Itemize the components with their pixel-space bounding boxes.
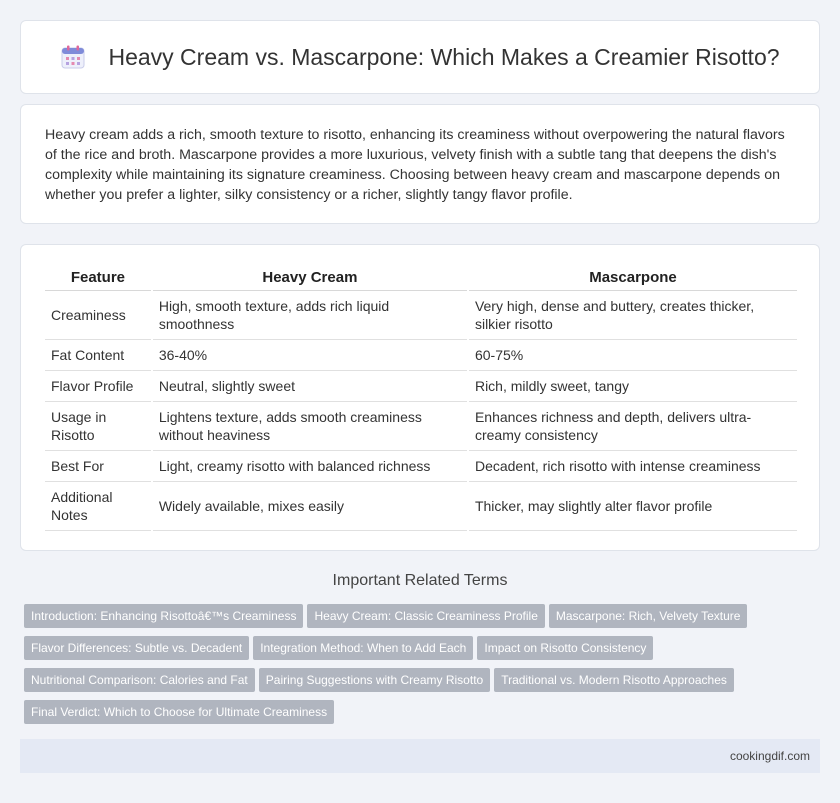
feature-cell: Creaminess (45, 291, 151, 340)
header-feature: Feature (45, 265, 151, 291)
heavy-cream-cell: Widely available, mixes easily (153, 482, 467, 531)
heavy-cream-cell: Neutral, slightly sweet (153, 371, 467, 402)
related-term-tag[interactable]: Nutritional Comparison: Calories and Fat (24, 668, 255, 692)
intro-paragraph: Heavy cream adds a rich, smooth texture to risotto, enhancing its creaminess without overpowering the natural flavors of the rice and broth. Mascarpone provides a more luxurious, velvety finish with a subtle tang that deepens the dish's complexity while maintaining its signature creaminess. Choosing between heavy cream and mascarpone depends on whether you prefer a lighter, silky consistency or a richer, slightly tangy flavor profile. (45, 127, 785, 203)
table-row (45, 291, 797, 340)
feature-cell: Best For (45, 451, 151, 482)
related-term-tag[interactable]: Introduction: Enhancing Risottoâ€™s Creaminess (24, 604, 303, 628)
related-term-tag[interactable]: Impact on Risotto Consistency (477, 636, 653, 660)
related-terms-heading: Important Related Terms (332, 572, 508, 589)
feature-cell: Usage in Risotto (45, 402, 151, 451)
mascarpone-cell: Decadent, rich risotto with intense creaminess (469, 451, 797, 482)
table-row (45, 482, 797, 531)
mascarpone-cell: Thicker, may slightly alter flavor profile (469, 482, 797, 531)
mascarpone-cell: Rich, mildly sweet, tangy (469, 371, 797, 402)
related-term-tag[interactable]: Traditional vs. Modern Risotto Approaches (494, 668, 734, 692)
page-title: Heavy Cream vs. Mascarpone: Which Makes a Creamier Risotto? (108, 43, 780, 70)
header-card (20, 20, 820, 94)
heavy-cream-cell: High, smooth texture, adds rich liquid smoothness (153, 291, 467, 340)
table-row (45, 340, 797, 371)
header-heavy-cream: Heavy Cream (153, 265, 467, 291)
comparison-card (20, 244, 820, 551)
mascarpone-cell: Very high, dense and buttery, creates thicker, silkier risotto (469, 291, 797, 340)
site-name[interactable]: cookingdif.com (729, 749, 810, 763)
table-row (45, 451, 797, 482)
comparison-table (43, 265, 799, 531)
table-header-row (45, 265, 797, 291)
table-row (45, 402, 797, 451)
intro-card (20, 104, 820, 224)
footer (20, 739, 820, 773)
related-term-tag[interactable]: Mascarpone: Rich, Velvety Texture (549, 604, 748, 628)
related-terms-list (24, 604, 804, 732)
mascarpone-cell: Enhances richness and depth, delivers ultra-creamy consistency (469, 402, 797, 451)
heavy-cream-cell: Light, creamy risotto with balanced richness (153, 451, 467, 482)
related-term-tag[interactable]: Flavor Differences: Subtle vs. Decadent (24, 636, 249, 660)
table-row (45, 371, 797, 402)
calendar-icon (60, 44, 86, 70)
related-term-tag[interactable]: Pairing Suggestions with Creamy Risotto (259, 668, 490, 692)
heavy-cream-cell: Lightens texture, adds smooth creaminess without heaviness (153, 402, 467, 451)
feature-cell: Flavor Profile (45, 371, 151, 402)
feature-cell: Additional Notes (45, 482, 151, 531)
related-term-tag[interactable]: Heavy Cream: Classic Creaminess Profile (307, 604, 544, 628)
feature-cell: Fat Content (45, 340, 151, 371)
mascarpone-cell: 60-75% (469, 340, 797, 371)
related-term-tag[interactable]: Integration Method: When to Add Each (253, 636, 473, 660)
header-mascarpone: Mascarpone (469, 265, 797, 291)
related-term-tag[interactable]: Final Verdict: Which to Choose for Ultimate Creaminess (24, 700, 334, 724)
heavy-cream-cell: 36-40% (153, 340, 467, 371)
